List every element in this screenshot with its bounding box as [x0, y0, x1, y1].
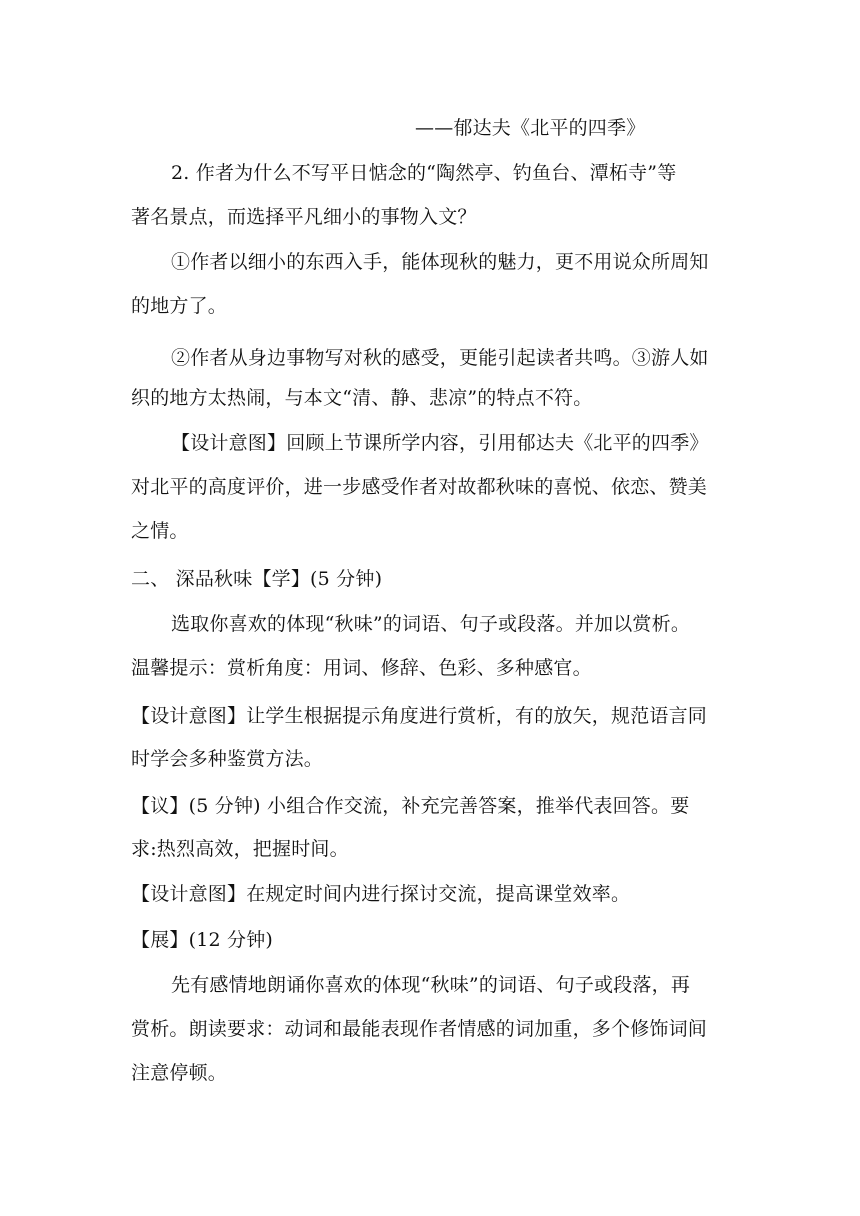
answer-1-line-2: 的地方了。 — [131, 295, 228, 317]
discuss-line-1: 【议】(5 分钟) 小组合作交流，补充完善答案，推举代表回答。要 — [131, 795, 690, 817]
design-intent-1-line-2: 对北平的高度评价，进一步感受作者对故都秋味的喜悦、依恋、赞美 — [131, 476, 708, 498]
answer-2-line-1: ②作者从身边事物写对秋的感受，更能引起读者共鸣。③游人如 — [171, 347, 709, 369]
discuss-line-2: 求:热烈高效，把握时间。 — [131, 838, 349, 860]
section-2-heading: 二、 深品秋味【学】(5 分钟) — [131, 568, 383, 590]
design-intent-2-line-1: 【设计意图】让学生根据提示角度进行赏析，有的放矢，规范语言同 — [131, 705, 708, 727]
design-intent-1-line-1: 【设计意图】回顾上节课所学内容，引用郁达夫《北平的四季》 — [171, 432, 709, 454]
warm-tip: 温馨提示：赏析角度：用词、修辞、色彩、多种感官。 — [131, 657, 592, 679]
question-2-line-1: 2. 作者为什么不写平日惦念的“陶然亭、钓鱼台、潭柘寺”等 — [171, 162, 677, 184]
quote-attribution: ——郁达夫《北平的四季》 — [415, 117, 646, 139]
show-line-1: 先有感情地朗诵你喜欢的体现“秋味”的词语、句子或段落，再 — [171, 974, 691, 996]
design-intent-3: 【设计意图】在规定时间内进行探讨交流，提高课堂效率。 — [131, 883, 631, 905]
design-intent-1-line-3: 之情。 — [131, 520, 189, 542]
show-heading: 【展】(12 分钟) — [131, 929, 274, 951]
answer-1-line-1: ①作者以细小的东西入手，能体现秋的魅力，更不用说众所周知 — [171, 251, 709, 273]
show-line-2: 赏析。朗读要求：动词和最能表现作者情感的词加重，多个修饰词间 — [131, 1018, 708, 1040]
answer-2-line-2: 织的地方太热闹，与本文“清、静、悲凉”的特点不符。 — [131, 387, 593, 409]
task-instruction: 选取你喜欢的体现“秋味”的词语、句子或段落。并加以赏析。 — [171, 613, 691, 635]
design-intent-2-line-2: 时学会多种鉴赏方法。 — [131, 748, 324, 770]
show-line-3: 注意停顿。 — [131, 1062, 228, 1084]
question-2-line-2: 著名景点，而选择平凡细小的事物入文？ — [131, 206, 477, 228]
